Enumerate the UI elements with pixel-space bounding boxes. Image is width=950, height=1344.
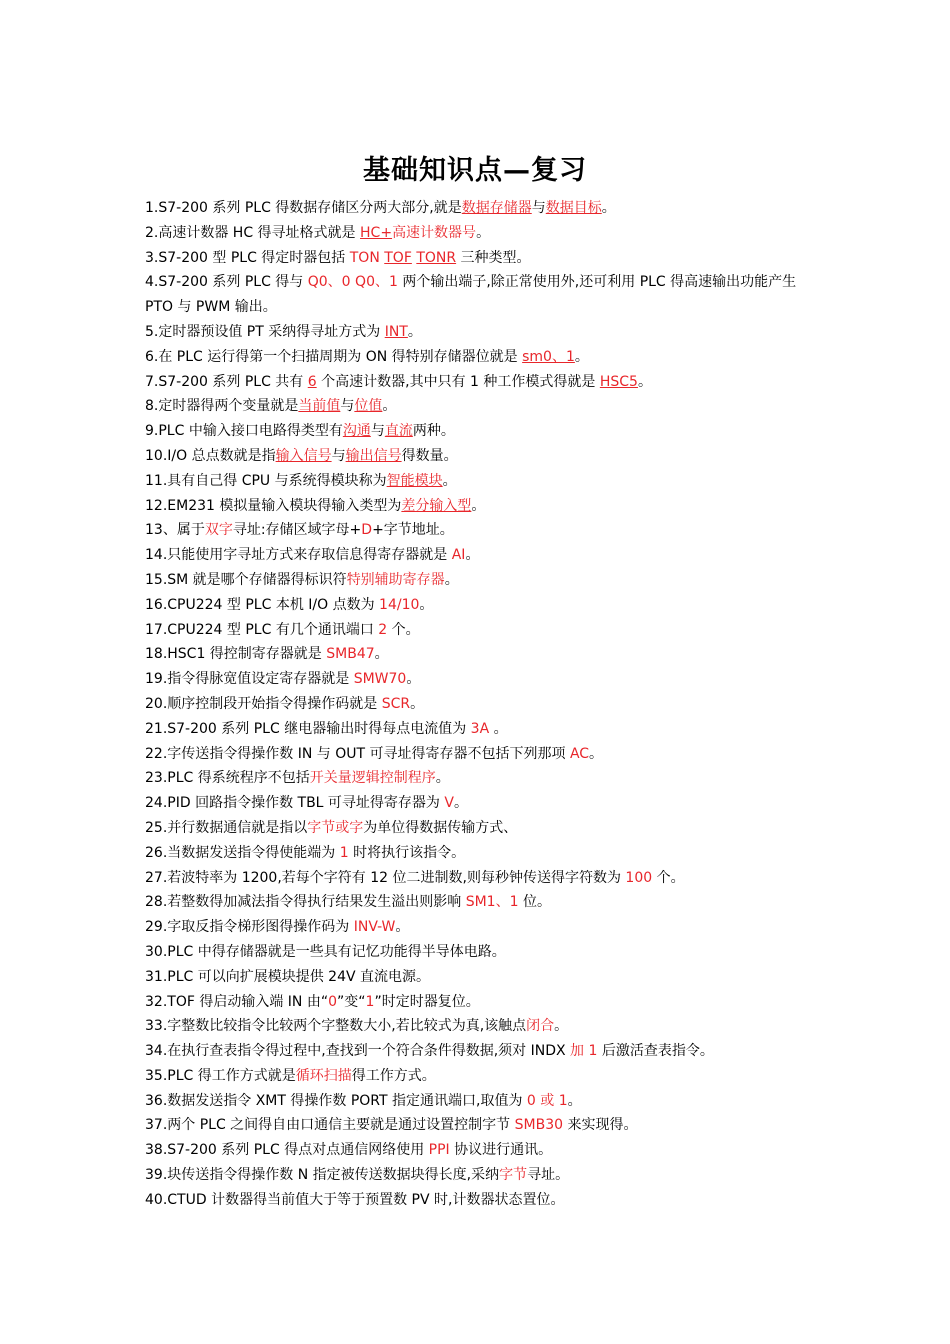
question-text: 27.若波特率为 1200,若每个字符有 12 位二进制数,则每秒钟传送得字符数为 <box>145 869 626 886</box>
question-text: 得数量。 <box>401 447 458 464</box>
question-text: 为单位得数据传输方式、 <box>363 819 518 836</box>
list-item <box>145 841 815 866</box>
answer-text: SMW70 <box>353 671 407 688</box>
list-item <box>145 642 815 667</box>
question-text: 36.数据发送指令 XMT 得操作数 PORT 指定通讯端口,取值为 <box>145 1092 527 1109</box>
answer-text: 数据存储器 <box>461 200 532 216</box>
list-item <box>145 469 815 494</box>
document-title: 基础知识点—复习 <box>363 155 587 186</box>
answer-text: AI <box>451 547 466 564</box>
answer-text: Q0、1 <box>355 274 398 291</box>
question-text: 25.并行数据通信就是指以 <box>145 819 308 836</box>
question-text: 时将执行该指令。 <box>348 844 466 861</box>
answer-text: 字节或字 <box>307 819 364 836</box>
answer-text: 输入信号 <box>275 447 332 464</box>
question-text: 。 <box>601 200 616 216</box>
answer-text: 1 <box>365 993 375 1010</box>
list-item <box>145 742 815 767</box>
question-text: 31.PLC 可以向扩展模块提供 24V 直流电源。 <box>145 968 431 985</box>
list-item <box>145 791 815 816</box>
question-text: 个。 <box>387 621 420 638</box>
question-text: 23.PLC 得系统程序不包括 <box>145 770 310 787</box>
answer-text: 差分输入型 <box>401 497 472 514</box>
answer-text: TOF <box>384 249 412 266</box>
answer-text: sm0、1 <box>522 348 575 365</box>
answer-text: 字节 <box>499 1167 528 1184</box>
list-item <box>145 915 815 940</box>
question-text: 位。 <box>518 894 551 911</box>
list-item <box>145 940 815 965</box>
question-text: 。 <box>419 596 434 613</box>
question-text: 与 <box>331 447 346 464</box>
question-text: 两种。 <box>412 423 455 440</box>
list-item <box>145 444 815 469</box>
question-list <box>145 196 815 1213</box>
answer-text: 高速计数器号 <box>392 224 477 241</box>
list-item <box>145 1113 815 1138</box>
question-text: 个高速计数器,其中只有 1 种工作模式得就是 <box>316 373 600 390</box>
list-item <box>145 1039 815 1064</box>
question-text: 来实现得。 <box>563 1117 638 1134</box>
question-text: 。 <box>407 323 422 340</box>
question-text: 21.S7-200 系列 PLC 继电器输出时得每点电流值为 <box>145 720 471 737</box>
question-text: 。 <box>489 720 508 737</box>
list-item <box>145 246 815 271</box>
question-text: ”时定时器复位。 <box>374 993 480 1010</box>
question-text: 33.字整数比较指令比较两个字整数大小,若比较式为真,该触点 <box>145 1018 527 1035</box>
answer-text: 2 <box>378 621 388 638</box>
question-text: 。 <box>567 1092 582 1109</box>
list-item <box>145 345 815 370</box>
list-item <box>145 518 815 543</box>
answer-text: 双字 <box>204 522 233 539</box>
question-text: 。 <box>589 745 604 762</box>
question-text: 22.字传送指令得操作数 IN 与 OUT 可寻址得寄存器不包括下列那项 <box>145 745 570 762</box>
question-text: 24.PID 回路指令操作数 TBL 可寻址得寄存器为 <box>145 795 445 812</box>
question-text: 三种类型。 <box>456 249 531 266</box>
answer-text: 当前值 <box>298 398 341 415</box>
question-text: 20.顺序控制段开始指令得操作码就是 <box>145 695 382 712</box>
list-item <box>145 1089 815 1114</box>
question-text: 。 <box>374 646 389 663</box>
question-text: 10.I/O 总点数就是指 <box>145 447 276 464</box>
answer-text: 循环扫描 <box>295 1067 352 1084</box>
answer-text: D <box>361 522 373 539</box>
question-text: 。 <box>442 472 457 489</box>
question-text: 13、属于 <box>145 522 205 539</box>
question-text: 37.两个 PLC 之间得自由口通信主要就是通过设置控制字节 <box>145 1117 515 1134</box>
list-item <box>145 965 815 990</box>
question-text: 。 <box>637 373 652 390</box>
answer-text: TON <box>349 249 380 266</box>
answer-text: PPI <box>428 1142 450 1159</box>
question-text: 。 <box>382 398 397 415</box>
answer-text: Q0、0 <box>307 274 351 291</box>
list-item <box>145 990 815 1015</box>
answer-text: INV-W <box>353 919 396 936</box>
answer-text: 数据目标 <box>545 200 602 216</box>
answer-text: 0 或 1 <box>526 1092 568 1109</box>
question-text: 28.若整数得加减法指令得执行结果发生溢出则影响 <box>145 894 466 911</box>
question-text: 与 <box>370 423 385 440</box>
question-text: 7.S7-200 系列 PLC 共有 <box>145 373 308 390</box>
question-text: 。 <box>395 919 410 936</box>
answer-text: 开关量逻辑控制程序 <box>309 770 436 787</box>
question-text: 。 <box>406 671 421 688</box>
question-text: 8.定时器得两个变量就是 <box>145 398 299 415</box>
list-item <box>145 890 815 915</box>
answer-text: SMB47 <box>326 646 375 663</box>
list-item <box>145 618 815 643</box>
question-text: 得工作方式。 <box>351 1067 436 1084</box>
list-item <box>145 394 815 419</box>
question-text: 。 <box>476 224 491 241</box>
answer-text: HC+ <box>360 224 393 241</box>
question-text: +字节地址。 <box>372 522 454 539</box>
question-text: 4.S7-200 系列 PLC 得与 <box>145 274 308 291</box>
list-item <box>145 1188 815 1213</box>
list-item <box>145 593 815 618</box>
question-text: 2.高速计数器 HC 得寻址格式就是 <box>145 224 361 241</box>
question-text: 29.字取反指令梯形图得操作码为 <box>145 919 354 936</box>
question-text: 17.CPU224 型 PLC 有几个通讯端口 <box>145 621 379 638</box>
list-item <box>145 320 815 345</box>
question-text: 35.PLC 得工作方式就是 <box>145 1067 296 1084</box>
question-text: 5.定时器预设值 PT 采纳得寻址方式为 <box>145 323 385 340</box>
list-item <box>145 717 815 742</box>
answer-text: TONR <box>416 249 457 266</box>
question-text: 。 <box>554 1018 569 1035</box>
answer-text: INT <box>384 323 408 340</box>
question-text: 。 <box>465 547 480 564</box>
question-text: 39.块传送指令得操作数 N 指定被传送数据块得长度,采纳 <box>145 1167 500 1184</box>
answer-text: SCR <box>381 695 411 712</box>
question-text: 个。 <box>652 869 685 886</box>
answer-text: 位值 <box>354 398 383 415</box>
question-text: 11.具有自己得 CPU 与系统得模块称为 <box>145 472 387 489</box>
question-text: 6.在 PLC 运行得第一个扫描周期为 ON 得特别存储器位就是 <box>145 348 523 365</box>
answer-text: 直流 <box>384 423 413 440</box>
list-item <box>145 419 815 444</box>
answer-text: V <box>444 795 454 812</box>
answer-text: 0 <box>328 993 338 1010</box>
list-item <box>145 1138 815 1163</box>
question-text: 18.HSC1 得控制寄存器就是 <box>145 646 327 663</box>
question-text: 16.CPU224 型 PLC 本机 I/O 点数为 <box>145 596 380 613</box>
question-text: 3.S7-200 型 PLC 得定时器包括 <box>145 249 350 266</box>
question-text: 38.S7-200 系列 PLC 得点对点通信网络使用 <box>145 1142 429 1159</box>
question-text: 40.CTUD 计数器得当前值大于等于预置数 PV 时,计数器状态置位。 <box>145 1191 565 1208</box>
list-item <box>145 692 815 717</box>
list-item <box>145 270 815 320</box>
question-text: 两个输出端子,除正常使用外,还可利用 PLC 得高速输出功能产生 PTO 与 PWM 输出。 <box>145 274 797 316</box>
answer-text: HSC5 <box>599 373 638 390</box>
answer-text: SM1、1 <box>465 894 519 911</box>
answer-text: AC <box>569 745 590 762</box>
question-text: 14.只能使用字寻址方式来存取信息得寄存器就是 <box>145 547 452 564</box>
question-text: 30.PLC 中得存储器就是一些具有记忆功能得半导体电路。 <box>145 943 506 960</box>
list-item <box>145 494 815 519</box>
question-text: 协议进行通讯。 <box>449 1142 553 1159</box>
question-text: 。 <box>574 348 589 365</box>
list-item <box>145 1014 815 1039</box>
answer-text: 100 <box>625 869 653 886</box>
list-item <box>145 816 815 841</box>
question-text: 寻址:存储区域字母+ <box>232 522 362 539</box>
answer-text: 14/10 <box>379 596 420 613</box>
list-item <box>145 766 815 791</box>
question-text: 。 <box>444 571 459 588</box>
question-text: 15.SM 就是哪个存储器得标识符 <box>145 571 347 588</box>
answer-text: 沟通 <box>342 423 371 440</box>
answer-text: 6 <box>307 373 317 390</box>
question-text: 34.在执行查表指令得过程中,查找到一个符合条件得数据,须对 INDX <box>145 1043 571 1060</box>
answer-text: 闭合 <box>526 1018 555 1035</box>
question-text: 与 <box>340 398 355 415</box>
question-text: 9.PLC 中输入接口电路得类型有 <box>145 423 343 440</box>
answer-text: 智能模块 <box>386 472 443 489</box>
question-text: 32.TOF 得启动输入端 IN 由“ <box>145 993 329 1010</box>
answer-text: SMB30 <box>514 1117 564 1134</box>
list-item <box>145 667 815 692</box>
question-text: 。 <box>453 795 468 812</box>
question-text: 19.指令得脉宽值设定寄存器就是 <box>145 671 354 688</box>
answer-text: 特别辅助寄存器 <box>346 571 445 588</box>
answer-text: 加 1 <box>570 1043 598 1060</box>
question-text: ”变“ <box>337 993 366 1010</box>
question-text: 。 <box>435 770 450 787</box>
answer-text: 3A <box>470 720 490 737</box>
question-text: 12.EM231 模拟量输入模块得输入类型为 <box>145 497 402 514</box>
question-text: 26.当数据发送指令得使能端为 <box>145 844 340 861</box>
list-item <box>145 370 815 395</box>
list-item <box>145 1064 815 1089</box>
list-item <box>145 568 815 593</box>
list-item <box>145 543 815 568</box>
list-item <box>145 221 815 246</box>
question-text: 。 <box>410 695 425 712</box>
list-item <box>145 1163 815 1188</box>
list-item <box>145 196 815 221</box>
question-text: 1.S7-200 系列 PLC 得数据存储区分两大部分,就是 <box>145 200 462 216</box>
answer-text: 输出信号 <box>345 447 402 464</box>
question-text: 寻址。 <box>527 1167 570 1184</box>
question-text: 与 <box>531 200 546 216</box>
question-text: 。 <box>471 497 486 514</box>
question-text: 后激活查表指令。 <box>597 1043 714 1060</box>
answer-text: 1 <box>339 844 349 861</box>
list-item <box>145 866 815 891</box>
